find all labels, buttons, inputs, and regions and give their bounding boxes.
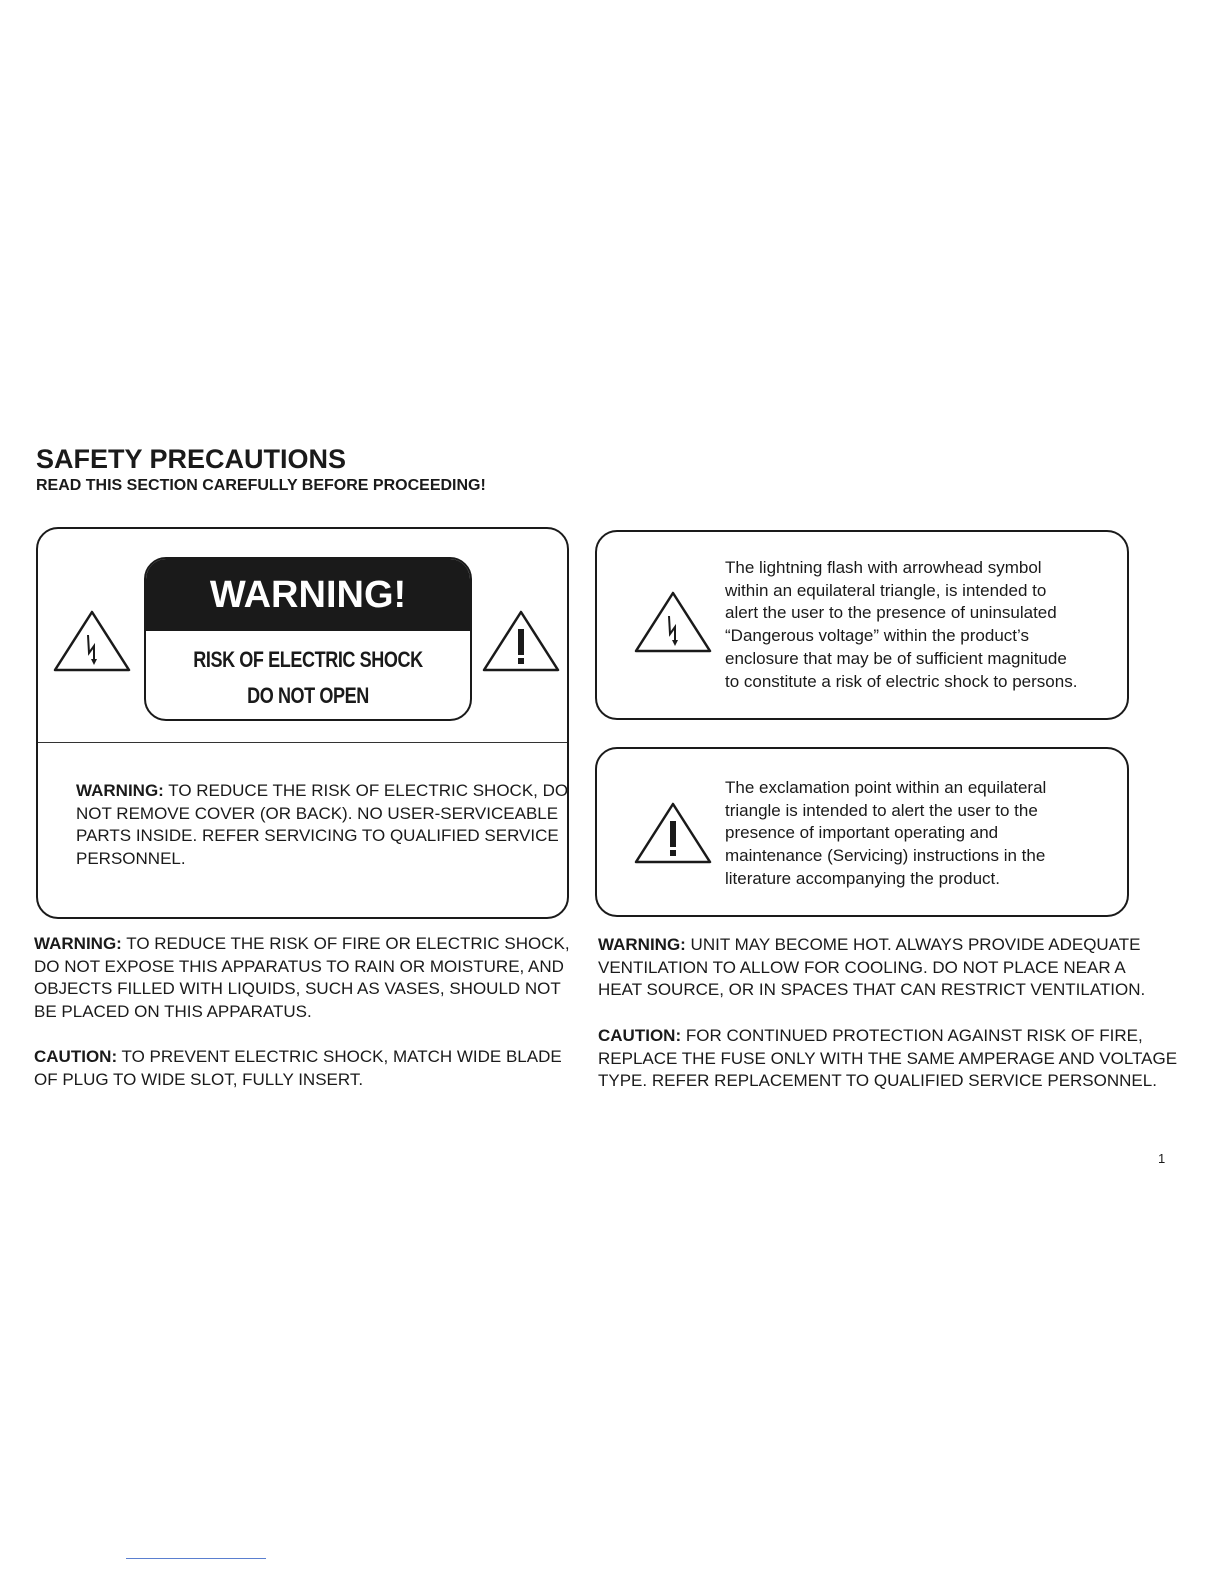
risk-of-shock-text: RISK OF ELECTRIC SHOCK — [193, 647, 423, 672]
page-title: SAFETY PRECAUTIONS — [36, 444, 347, 474]
electric-shock-warning-panel — [36, 527, 569, 919]
fuse-caution-paragraph: CAUTION: FOR CONTINUED PROTECTION AGAINST RISK OF FIRE, REPLACE THE FUSE ONLY WITH THE SAME AMPERAGE AND VOLTAGE TYPE. REFER REPLACEMENT TO QUALIFIED SERVICE PERSONNEL. — [598, 1025, 1177, 1093]
do-not-open-text: DO NOT OPEN — [247, 683, 369, 708]
panel-warning-text — [76, 780, 568, 871]
text-line: to constitute a risk of electric shock to persons. — [725, 671, 1078, 691]
text-line: DO NOT EXPOSE THIS APPARATUS TO RAIN OR MOISTURE, AND — [34, 956, 564, 976]
heat-warning-paragraph: WARNING: UNIT MAY BECOME HOT. ALWAYS PROVIDE ADEQUATE VENTILATION TO ALLOW FOR COOLING. DO NOT PLACE NEAR A HEAT SOURCE, OR IN SPACES THAT CAN RESTRICT VENTILATION. — [598, 934, 1145, 1002]
text-line: OBJECTS FILLED WITH LIQUIDS, SUCH AS VASES, SHOULD NOT — [34, 979, 561, 999]
warning-lead: WARNING: — [34, 934, 122, 953]
text-line: The exclamation point within an equilateral — [725, 778, 1047, 797]
text-line: alert the user to the presence of uninsulated — [725, 603, 1057, 623]
text-line: maintenance (Servicing) instructions in the — [725, 846, 1046, 866]
link-underline — [126, 1558, 266, 1559]
warning-label-plate — [144, 557, 472, 721]
plug-caution-paragraph: CAUTION: TO PREVENT ELECTRIC SHOCK, MATCH WIDE BLADE OF PLUG TO WIDE SLOT, FULLY INSERT. — [34, 1046, 562, 1091]
text-line: presence of important operating and — [725, 823, 999, 843]
warning-lead: WARNING: — [76, 781, 164, 800]
text-line: triangle is intended to alert the user to the — [725, 800, 1038, 820]
text-line: within an equilateral triangle, is intended to — [725, 580, 1047, 600]
text-line: The lightning flash with arrowhead symbol — [725, 558, 1042, 577]
lightning-explanation-text — [725, 557, 1077, 693]
panel-warning-line: WARNING: TO REDUCE THE RISK OF ELECTRIC SHOCK, DO — [76, 781, 569, 800]
panel-divider — [38, 742, 567, 743]
text-line: OF PLUG TO WIDE SLOT, FULLY INSERT. — [34, 1069, 364, 1089]
panel-warning-line: PERSONNEL. — [76, 849, 186, 869]
text-line: VENTILATION TO ALLOW FOR COOLING. DO NOT PLACE NEAR A — [598, 957, 1126, 977]
text-line: literature accompanying the product. — [725, 868, 1000, 888]
text-line: BE PLACED ON THIS APPARATUS. — [34, 1002, 312, 1022]
warning-banner: WARNING! — [146, 559, 470, 631]
text-line: HEAT SOURCE, OR IN SPACES THAT CAN RESTRICT VENTILATION. — [598, 980, 1146, 1000]
lightning-triangle-icon — [52, 609, 132, 673]
text-line: REPLACE THE FUSE ONLY WITH THE SAME AMPERAGE AND VOLTAGE — [598, 1048, 1178, 1068]
exclamation-triangle-icon — [633, 801, 713, 865]
text-line: “Dangerous voltage” within the product’s — [725, 626, 1029, 646]
page-subtitle: READ THIS SECTION CAREFULLY BEFORE PROCEEDING! — [36, 477, 486, 494]
panel-warning-line: NOT REMOVE COVER (OR BACK). NO USER-SERVICEABLE — [76, 803, 559, 823]
exclamation-explanation-text — [725, 777, 1046, 891]
text-line: enclosure that may be of sufficient magnitude — [725, 648, 1067, 668]
text-line: TYPE. REFER REPLACEMENT TO QUALIFIED SERVICE PERSONNEL. — [598, 1071, 1157, 1091]
panel-warning-line: PARTS INSIDE. REFER SERVICING TO QUALIFIED SERVICE — [76, 826, 559, 846]
caution-lead: CAUTION: — [34, 1047, 118, 1066]
exclamation-symbol-explanation — [595, 747, 1129, 917]
warning-lead: WARNING: — [598, 935, 686, 954]
exclamation-triangle-icon — [481, 609, 561, 673]
caution-lead: CAUTION: — [598, 1026, 682, 1045]
page-number: 1 — [1158, 1151, 1166, 1166]
lightning-symbol-explanation — [595, 530, 1129, 720]
lightning-triangle-icon — [633, 590, 713, 654]
fire-shock-warning-paragraph: WARNING: TO REDUCE THE RISK OF FIRE OR ELECTRIC SHOCK, DO NOT EXPOSE THIS APPARATUS TO RAIN OR MOISTURE, AND OBJECTS FILLED WITH LIQUIDS, SUCH AS VASES, SHOULD NOT BE PLACED ON THIS APPARATUS. — [34, 933, 570, 1024]
